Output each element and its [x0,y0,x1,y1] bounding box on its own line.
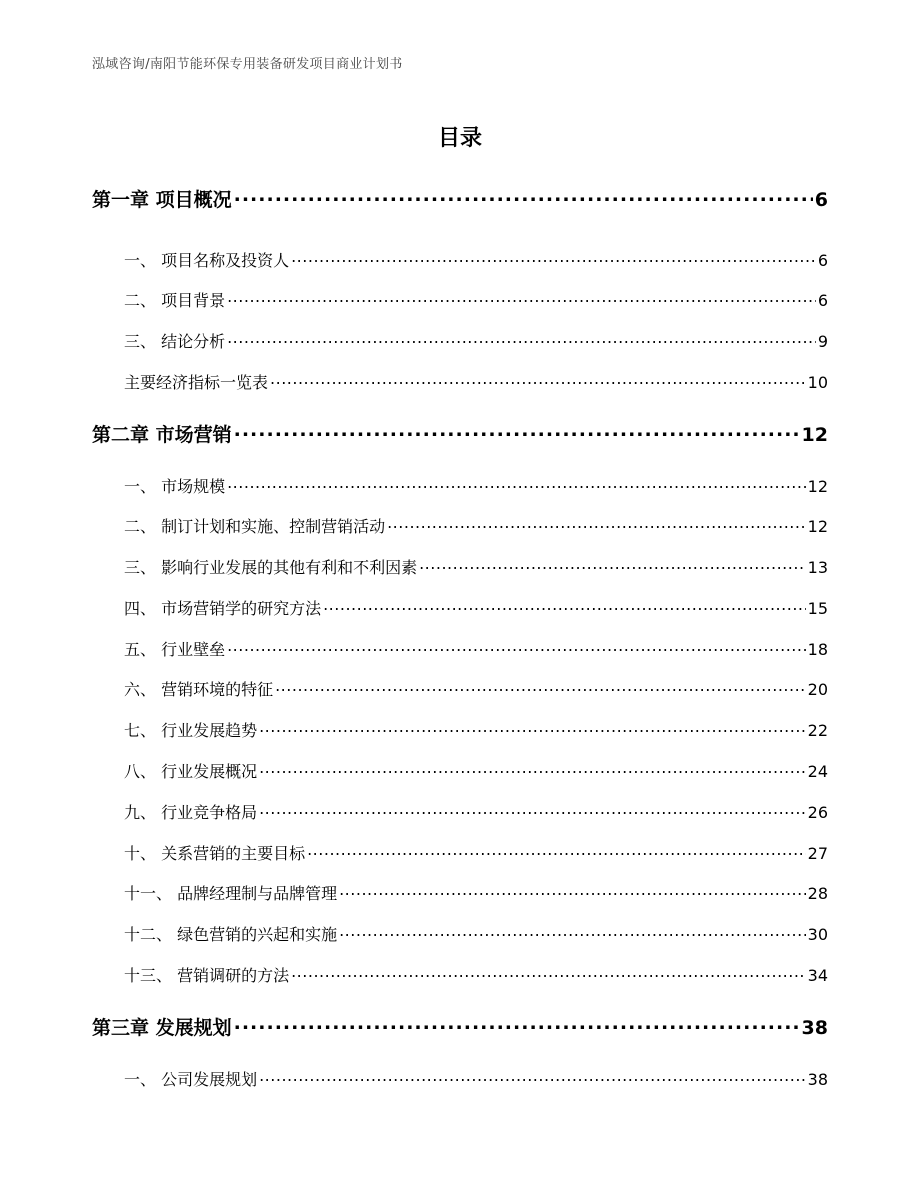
toc-entry[interactable] [124,718,828,741]
toc-entry-page: 38 [801,1017,828,1039]
toc-entry-page: 9 [817,332,828,351]
toc-entry-label: 三、 结论分析 [124,332,226,351]
toc-entry[interactable] [124,677,828,700]
toc-entry-label: 六、 营销环境的特征 [124,680,274,699]
toc-entry[interactable] [124,637,828,660]
toc-entry-page: 24 [807,762,828,781]
toc-entry-chapter-2[interactable] [92,420,828,447]
toc-entry[interactable] [124,370,828,393]
toc-entry[interactable] [124,922,828,945]
toc-entry-label: 第二章 市场营销 [92,424,232,446]
toc-entry-page: 10 [807,373,828,392]
toc-entry-page: 28 [807,884,828,903]
toc-entry-page: 6 [814,189,828,211]
dot-leader [234,187,813,206]
dot-leader [275,679,806,695]
dot-leader [227,290,816,306]
toc-entry-label: 九、 行业竞争格局 [124,803,258,822]
toc-entry-label: 十一、 品牌经理制与品牌管理 [124,884,338,903]
dot-leader [259,761,806,777]
dot-leader [234,422,800,441]
dot-leader [419,557,806,573]
page-title: 目录 [437,126,482,151]
dot-leader [339,924,806,940]
toc-entry-label: 第三章 发展规划 [92,1017,232,1039]
toc-entry-label: 二、 制订计划和实施、控制营销活动 [124,517,386,536]
toc-entry-chapter-3[interactable] [92,1013,828,1040]
toc-entry-label: 第一章 项目概况 [92,189,232,211]
toc-entry[interactable] [124,1067,828,1090]
toc-entry-page: 27 [807,844,828,863]
dot-leader [270,372,806,388]
dot-leader [291,965,806,981]
toc-entry[interactable] [124,841,828,864]
toc-entry-page: 12 [801,424,828,446]
toc-entry[interactable] [124,248,828,271]
toc-entry-page: 13 [807,558,828,577]
dot-leader [307,843,806,859]
toc-entry-label: 五、 行业壁垒 [124,640,226,659]
dot-leader [227,331,816,347]
toc-entry[interactable] [124,514,828,537]
toc-entry-label: 一、 公司发展规划 [124,1070,258,1089]
toc-entry-label: 三、 影响行业发展的其他有利和不利因素 [124,558,418,577]
dot-leader [259,1069,806,1085]
dot-leader [259,802,806,818]
dot-leader [227,476,806,492]
toc-entry-label: 二、 项目背景 [124,291,226,310]
toc-entry-label: 四、 市场营销学的研究方法 [124,599,322,618]
toc-entry[interactable] [124,329,828,352]
dot-leader [323,598,806,614]
toc-entry[interactable] [124,963,828,986]
toc-entry-label: 八、 行业发展概况 [124,762,258,781]
toc-entry[interactable] [124,759,828,782]
toc-entry[interactable] [124,288,828,311]
toc-entry[interactable] [124,555,828,578]
toc-entry-page: 18 [807,640,828,659]
toc-entry[interactable] [124,474,828,497]
toc-entry-page: 12 [807,477,828,496]
dot-leader [259,720,806,736]
toc-entry-chapter-1[interactable] [92,185,828,212]
toc-entry-page: 12 [807,517,828,536]
dot-leader [339,883,806,899]
toc-entry-label: 十二、 绿色营销的兴起和实施 [124,925,338,944]
toc-entry-label: 十、 关系营销的主要目标 [124,844,306,863]
toc-entry-label: 十三、 营销调研的方法 [124,966,290,985]
toc-entry[interactable] [124,596,828,619]
toc-entry-label: 一、 项目名称及投资人 [124,251,290,270]
toc-entry-label: 七、 行业发展趋势 [124,721,258,740]
toc-entry-page: 34 [807,966,828,985]
dot-leader [291,250,816,266]
toc-entry[interactable] [124,800,828,823]
toc-entry-page: 6 [817,251,828,270]
toc-entry-label: 主要经济指标一览表 [124,373,269,392]
running-header: 泓域咨询/南阳节能环保专用装备研发项目商业计划书 [92,57,403,72]
toc-entry-page: 38 [807,1070,828,1089]
toc-entry-page: 22 [807,721,828,740]
toc-entry-page: 15 [807,599,828,618]
dot-leader [387,516,806,532]
dot-leader [234,1015,800,1034]
toc-entry-page: 26 [807,803,828,822]
dot-leader [227,639,806,655]
toc-entry-page: 30 [807,925,828,944]
toc-entry-label: 一、 市场规模 [124,477,226,496]
toc-entry[interactable] [124,881,828,904]
toc-entry-page: 6 [817,291,828,310]
toc-entry-page: 20 [807,680,828,699]
